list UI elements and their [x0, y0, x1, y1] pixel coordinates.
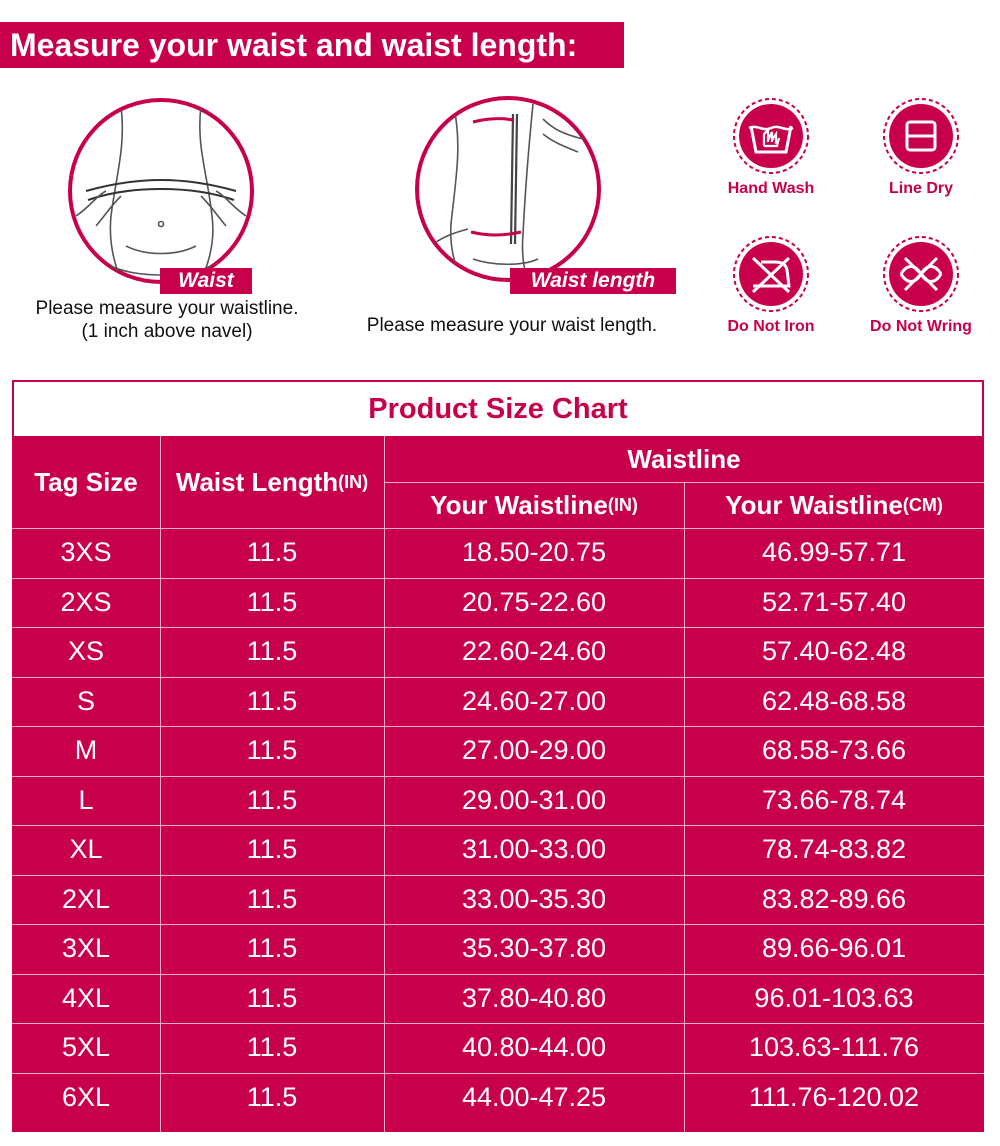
header-waistline-in: Your Waistline (IN) [430, 489, 638, 520]
table-cell-size: XS [67, 636, 105, 667]
table-cell-in: 20.75-22.60 [461, 586, 607, 617]
table-cell-size: XL [69, 834, 103, 865]
row-divider [12, 677, 984, 678]
do-not-iron-icon [731, 234, 811, 314]
waist-length-tag: Waist length [510, 268, 676, 294]
table-cell-in: 18.50-20.75 [461, 537, 607, 568]
waist-illustration [66, 96, 256, 286]
table-cell-length: 11.5 [246, 537, 298, 568]
care-label: Hand Wash [727, 180, 815, 197]
care-do-not-iron [701, 234, 841, 336]
care-label: Do Not Wring [870, 318, 972, 335]
care-do-not-wring [851, 234, 991, 336]
table-cell-in: 35.30-37.80 [461, 933, 607, 964]
table-cell-size: 5XL [61, 1032, 111, 1063]
table-cell-cm: 78.74-83.82 [761, 834, 907, 865]
table-cell-in: 29.00-31.00 [461, 784, 607, 815]
header-waistline-cm: Your Waistline (CM) [725, 489, 943, 520]
page-title: Measure your waist and waist length: [0, 22, 624, 68]
table-cell-length: 11.5 [246, 784, 298, 815]
table-cell-length: 11.5 [246, 1032, 298, 1063]
waist-length-illustration [413, 94, 603, 284]
table-cell-size: M [74, 735, 98, 766]
row-divider [12, 776, 984, 777]
table-cell-length: 11.5 [246, 883, 298, 914]
waist-caption-line2: (1 inch above navel) [81, 321, 253, 342]
table-cell-cm: 46.99-57.71 [761, 537, 907, 568]
table-cell-size: 2XS [60, 586, 112, 617]
table-cell-size: 6XL [61, 1081, 111, 1112]
waist-tag: Waist [160, 268, 252, 294]
row-divider [384, 482, 984, 483]
table-cell-in: 27.00-29.00 [461, 735, 607, 766]
row-divider [12, 627, 984, 628]
row-divider [12, 825, 984, 826]
size-chart-title: Product Size Chart [14, 382, 982, 436]
table-cell-size: 3XS [60, 537, 112, 568]
row-divider [12, 875, 984, 876]
table-cell-cm: 103.63-111.76 [748, 1032, 920, 1063]
table-cell-cm: 57.40-62.48 [761, 636, 907, 667]
table-cell-length: 11.5 [246, 834, 298, 865]
do-not-wring-icon [881, 234, 961, 314]
table-cell-in: 22.60-24.60 [461, 636, 607, 667]
header-waistline: Waistline [627, 443, 741, 474]
table-cell-length: 11.5 [246, 636, 298, 667]
care-line-dry [851, 96, 991, 198]
header-tag-size: Tag Size [34, 466, 138, 497]
table-cell-size: S [76, 685, 95, 716]
waist-caption-line1: Please measure your waistline. [35, 298, 299, 319]
row-divider [12, 1073, 984, 1074]
table-cell-length: 11.5 [246, 685, 298, 716]
line-dry-icon [881, 96, 961, 176]
table-cell-size: 4XL [61, 982, 111, 1013]
row-divider [12, 924, 984, 925]
table-cell-in: 33.00-35.30 [461, 883, 607, 914]
table-cell-in: 37.80-40.80 [461, 982, 607, 1013]
table-cell-size: 3XL [61, 933, 111, 964]
size-chart [12, 380, 984, 1132]
table-cell-cm: 73.66-78.74 [761, 784, 907, 815]
care-label: Do Not Iron [727, 318, 815, 335]
table-cell-length: 11.5 [246, 982, 298, 1013]
table-cell-in: 40.80-44.00 [461, 1032, 607, 1063]
care-label: Line Dry [888, 180, 953, 197]
table-cell-cm: 89.66-96.01 [761, 933, 907, 964]
hand-wash-icon [731, 96, 811, 176]
table-cell-size: L [78, 784, 94, 815]
table-cell-cm: 96.01-103.63 [754, 982, 914, 1013]
table-cell-cm: 83.82-89.66 [761, 883, 907, 914]
table-cell-cm: 62.48-68.58 [761, 685, 907, 716]
row-divider [12, 1023, 984, 1024]
row-divider [12, 726, 984, 727]
table-cell-size: 2XL [61, 883, 111, 914]
waist-length-caption: Please measure your waist length. [366, 315, 658, 336]
table-cell-length: 11.5 [246, 933, 298, 964]
care-hand-wash [701, 96, 841, 198]
table-cell-cm: 68.58-73.66 [761, 735, 907, 766]
waist-caption [8, 297, 326, 343]
row-divider [12, 578, 984, 579]
header-waist-length: Waist Length (IN) [175, 466, 369, 497]
table-cell-in: 44.00-47.25 [461, 1081, 607, 1112]
table-cell-length: 11.5 [246, 586, 298, 617]
table-cell-cm: 111.76-120.02 [748, 1081, 920, 1112]
table-cell-in: 24.60-27.00 [461, 685, 607, 716]
table-cell-cm: 52.71-57.40 [761, 586, 907, 617]
table-cell-length: 11.5 [246, 1081, 298, 1112]
table-cell-length: 11.5 [246, 735, 298, 766]
row-divider [12, 974, 984, 975]
table-cell-in: 31.00-33.00 [461, 834, 607, 865]
